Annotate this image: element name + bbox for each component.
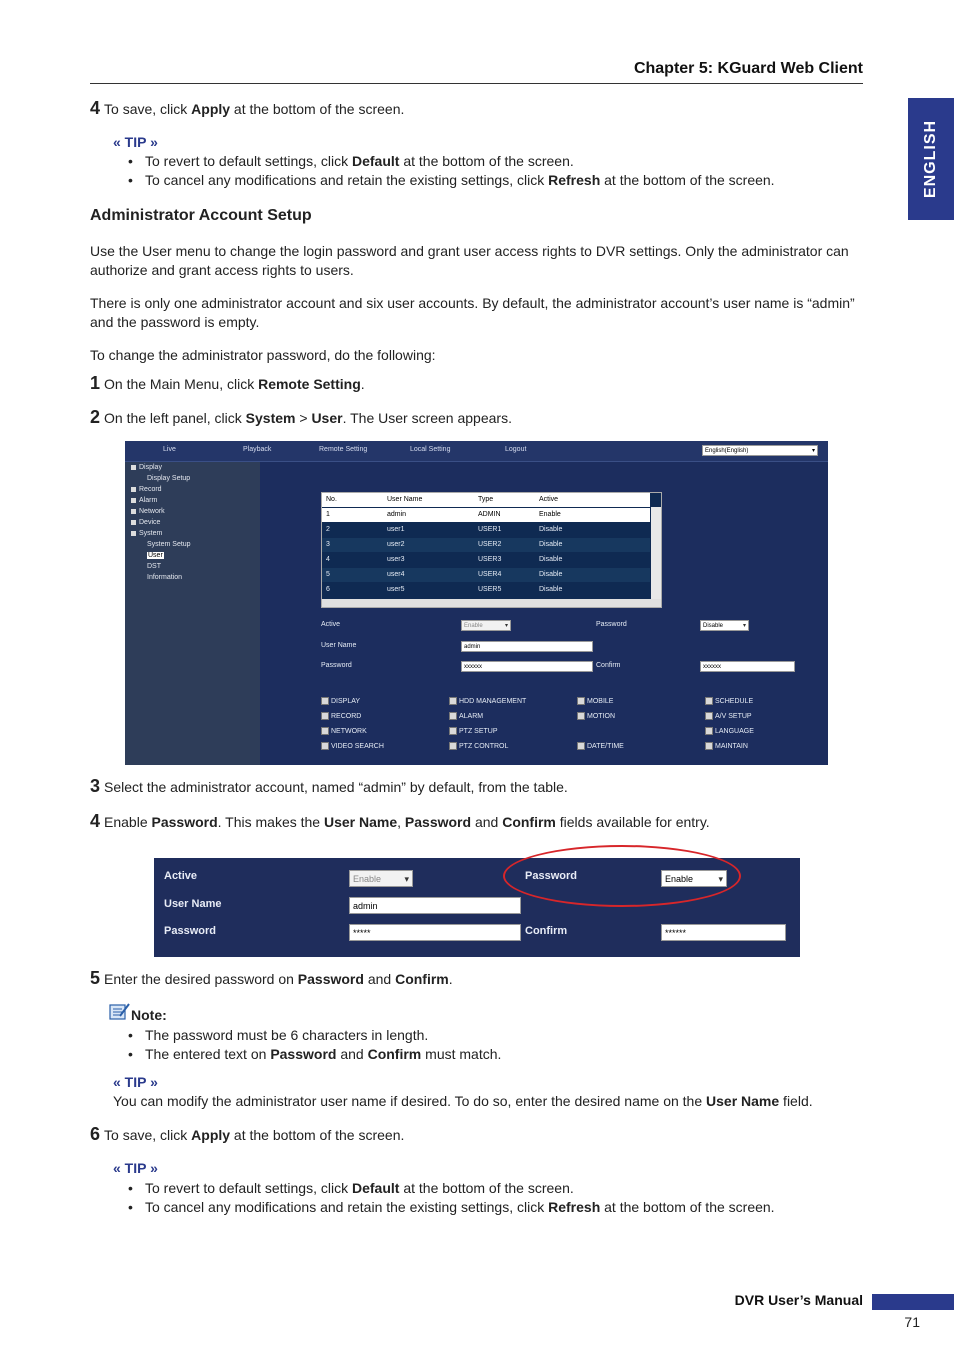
footer-bar	[872, 1294, 954, 1310]
active-label: Active	[164, 870, 198, 882]
checkbox-icon	[449, 712, 457, 720]
checkbox-icon	[321, 712, 329, 720]
menu-local-setting[interactable]: Local Setting	[410, 446, 451, 453]
tip-bold: User Name	[706, 1093, 780, 1109]
tree-information[interactable]	[147, 574, 182, 581]
tree-system[interactable]	[131, 530, 162, 537]
step-text: On the Main Menu, click	[104, 376, 259, 392]
active-label: Active	[321, 621, 341, 628]
step-bold: User Name	[323, 814, 398, 830]
menu-remote-setting[interactable]: Remote Setting	[319, 446, 368, 453]
bullet-text: and	[336, 1046, 368, 1062]
confirm-label: Confirm	[525, 925, 568, 937]
step-number: 1	[90, 373, 101, 393]
step-bold: User	[311, 410, 343, 426]
checkbox-icon	[321, 727, 329, 735]
tip-bullet-default	[128, 1180, 574, 1196]
highlight-circle	[503, 845, 741, 907]
step-text: Enter the desired password on	[104, 971, 298, 987]
checkbox-icon	[449, 742, 457, 750]
step-text: and	[471, 814, 503, 830]
vertical-scrollbar[interactable]	[651, 507, 661, 599]
checkbox-icon	[705, 727, 713, 735]
cell: USER5	[478, 586, 502, 593]
step-4-save	[90, 98, 404, 119]
expand-icon	[131, 520, 136, 525]
expand-icon	[131, 531, 136, 536]
perm-language[interactable]	[705, 727, 754, 735]
perm-label: NETWORK	[331, 727, 367, 735]
step-number: 3	[90, 776, 101, 796]
active-select[interactable]	[349, 870, 413, 887]
checkbox-icon	[321, 742, 329, 750]
tree-display-setup[interactable]	[147, 475, 190, 482]
settings-tree-panel	[125, 462, 260, 765]
chapter-header: Chapter 5: KGuard Web Client	[633, 60, 863, 77]
perm-alarm[interactable]	[449, 712, 483, 720]
step-bold: Password	[404, 814, 472, 830]
menu-playback[interactable]: Playback	[243, 446, 272, 453]
tree-system-setup[interactable]	[147, 541, 191, 548]
bullet-text: To revert to default settings, click	[145, 1180, 352, 1196]
manual-title: DVR User’s Manual	[734, 1292, 863, 1308]
cell: ADMIN	[478, 511, 501, 518]
step-text: .	[448, 971, 453, 987]
step-text: at the bottom of the screen.	[230, 101, 405, 117]
password-label: Password	[321, 662, 352, 669]
expand-icon	[131, 509, 136, 514]
bullet-text: The password must be 6 characters in length.	[145, 1027, 429, 1043]
step-text: On the left panel, click	[104, 410, 246, 426]
bullet-text: at the bottom of the screen.	[399, 153, 574, 169]
step-text: . The User screen appears.	[342, 410, 512, 426]
tree-label: Information	[147, 574, 183, 581]
cell: 1	[326, 511, 330, 518]
confirm-input[interactable]: xxxxxx	[700, 661, 795, 672]
select-value: Disable	[703, 623, 724, 629]
cell: user5	[387, 586, 405, 593]
cell: Disable	[539, 541, 563, 548]
perm-maintain[interactable]	[705, 742, 748, 750]
password-enable-select[interactable]	[700, 620, 749, 631]
bullet-text: at the bottom of the screen.	[600, 172, 775, 188]
step-bold: Confirm	[502, 814, 556, 830]
step-1	[90, 373, 365, 394]
step-number: 4	[90, 98, 101, 118]
step-number: 6	[90, 1124, 101, 1144]
perm-label: DATE/TIME	[587, 742, 624, 750]
step-number: 4	[90, 811, 101, 831]
step-text: >	[295, 410, 312, 426]
checkbox-icon	[449, 697, 457, 705]
select-value: Enable	[665, 874, 694, 884]
tip-user-name-text	[113, 1093, 813, 1109]
user-name-label: User Name	[164, 898, 222, 910]
step-text: To save, click	[104, 101, 192, 117]
table-header	[322, 493, 650, 507]
cell: user3	[387, 556, 405, 563]
cell: 3	[326, 541, 330, 548]
cell: USER1	[478, 526, 502, 533]
step-bold: System	[245, 410, 296, 426]
perm-label: MOBILE	[587, 697, 614, 705]
perm-hdd-management[interactable]	[449, 697, 526, 705]
cell: admin	[387, 511, 407, 518]
step-text: at the bottom of the screen.	[230, 1127, 405, 1143]
step-text: fields available for entry.	[555, 814, 710, 830]
step-6	[90, 1124, 404, 1145]
perm-label: LANGUAGE	[715, 727, 754, 735]
perm-label: PTZ CONTROL	[459, 742, 509, 750]
tip-label: « TIP »	[113, 1160, 158, 1176]
bullet-text: must match.	[421, 1046, 502, 1062]
step-text: Enable	[104, 814, 152, 830]
perm-av-setup[interactable]	[705, 712, 752, 720]
column-header: No.	[326, 496, 337, 503]
bullet-bold: Confirm	[367, 1046, 422, 1062]
step-2	[90, 407, 512, 428]
bullet-bold: Default	[351, 153, 400, 169]
confirm-label: Confirm	[596, 662, 621, 669]
tip-text: You can modify the administrator user name if desired. To do so, enter the desired name on the	[113, 1093, 707, 1109]
tree-label: DST	[147, 563, 161, 570]
password-input[interactable]: *****	[349, 924, 521, 941]
tree-label: Network	[139, 508, 165, 515]
checkbox-icon	[705, 742, 713, 750]
note-pad-icon	[108, 1002, 130, 1020]
active-select[interactable]	[461, 620, 511, 631]
password-label: Password	[164, 925, 216, 937]
perm-label: DISPLAY	[331, 697, 361, 705]
perm-motion[interactable]	[577, 712, 615, 720]
step-3	[90, 776, 568, 797]
bullet-text: To revert to default settings, click	[145, 153, 352, 169]
perm-label: RECORD	[331, 712, 362, 720]
select-value: Enable	[353, 874, 382, 884]
tip-label: « TIP »	[113, 134, 158, 150]
perm-ptz-control[interactable]	[449, 742, 508, 750]
checkbox-icon	[577, 697, 585, 705]
table-row[interactable]	[322, 568, 650, 582]
table-row[interactable]	[322, 508, 650, 522]
perm-network[interactable]	[321, 727, 367, 735]
cell: Enable	[539, 511, 561, 518]
top-menu-bar	[125, 441, 828, 462]
perm-label: MAINTAIN	[715, 742, 748, 750]
cell: 4	[326, 556, 330, 563]
step-bold: Remote Setting	[258, 376, 361, 392]
expand-icon	[131, 465, 136, 470]
bullet-text: at the bottom of the screen.	[600, 1199, 775, 1215]
language-value: English(English)	[705, 448, 749, 454]
perm-display[interactable]	[321, 697, 360, 705]
bullet-text: The entered text on	[145, 1046, 271, 1062]
tree-alarm[interactable]	[131, 497, 157, 504]
cell: user4	[387, 571, 405, 578]
password-input[interactable]: xxxxxx	[461, 661, 593, 672]
language-side-tab	[908, 98, 954, 220]
paragraph-accounts: There is only one administrator account and six user accounts. By default, the administrator account’s user name is “admin” and the password is empty.	[90, 295, 855, 330]
tree-label: Record	[139, 486, 162, 493]
menu-live[interactable]: Live	[163, 446, 176, 453]
note-bullet-length	[128, 1027, 428, 1043]
checkbox-icon	[449, 727, 457, 735]
cell: 5	[326, 571, 330, 578]
bullet-text: at the bottom of the screen.	[399, 1180, 574, 1196]
chevron-down-icon: ▾	[742, 623, 746, 629]
tree-label: Device	[139, 519, 161, 526]
perm-date-time[interactable]	[577, 742, 624, 750]
expand-icon	[131, 487, 136, 492]
paragraph-instructions: To change the administrator password, do the following:	[90, 347, 436, 363]
header-rule	[90, 83, 863, 84]
tip-bullet-refresh	[128, 172, 775, 188]
tree-label: Display	[139, 464, 162, 471]
cell: USER3	[478, 556, 502, 563]
cell: Disable	[539, 571, 563, 578]
bullet-bold: Refresh	[548, 1199, 601, 1215]
step-text: To save, click	[104, 1127, 192, 1143]
step-bold: Apply	[191, 101, 231, 117]
tree-label: Alarm	[139, 497, 158, 504]
user-table	[321, 492, 662, 608]
tree-display[interactable]	[131, 464, 162, 471]
user-screen-screenshot	[125, 441, 828, 765]
user-name-label: User Name	[321, 642, 357, 649]
perm-label: A/V SETUP	[715, 712, 752, 720]
step-text: .	[360, 376, 365, 392]
horizontal-scrollbar[interactable]	[322, 599, 661, 607]
cell: 2	[326, 526, 330, 533]
menu-logout[interactable]: Logout	[505, 446, 527, 453]
confirm-input[interactable]: ******	[661, 924, 786, 941]
chevron-down-icon: ▾	[504, 623, 508, 629]
language-select[interactable]	[702, 445, 818, 456]
checkbox-icon	[321, 697, 329, 705]
tree-user[interactable]	[147, 552, 164, 559]
table-row[interactable]	[322, 538, 650, 552]
step-text: . This makes the	[217, 814, 324, 830]
tip-bullet-default	[128, 153, 574, 169]
chevron-down-icon: ▾	[811, 448, 815, 454]
cell: user1	[387, 526, 405, 533]
tree-record[interactable]	[131, 486, 162, 493]
cell: USER4	[478, 571, 502, 578]
paragraph-user-menu: Use the User menu to change the login password and grant user access rights to DVR settings. Only the administrator can authorize and grant access rights to users.	[90, 243, 849, 278]
password-enable-label: Password	[596, 621, 627, 628]
tip-text: field.	[779, 1093, 813, 1109]
cell: Disable	[539, 526, 563, 533]
step-4-enable	[90, 811, 710, 832]
bullet-bold: Password	[270, 1046, 337, 1062]
perm-label: PTZ SETUP	[459, 727, 498, 735]
tree-network[interactable]	[131, 508, 165, 515]
checkbox-icon	[577, 742, 585, 750]
perm-label: VIDEO SEARCH	[331, 742, 384, 750]
step-bold: Confirm	[395, 971, 449, 987]
cell: 6	[326, 586, 330, 593]
password-enable-label: Password	[525, 870, 577, 882]
column-header: Type	[478, 496, 494, 503]
column-header: User Name	[387, 496, 423, 503]
table-row[interactable]	[322, 583, 650, 597]
step-number: 2	[90, 407, 101, 427]
step-bold: Apply	[191, 1127, 231, 1143]
section-title: Administrator Account Setup	[90, 207, 312, 224]
bullet-text: To cancel any modifications and retain the existing settings, click	[145, 172, 549, 188]
user-name-input[interactable]: admin	[349, 897, 521, 914]
tree-dst[interactable]	[147, 563, 161, 570]
cell: Disable	[539, 556, 563, 563]
perm-label: ALARM	[459, 712, 484, 720]
perm-label: HDD MANAGEMENT	[459, 697, 527, 705]
step-text: ,	[397, 814, 405, 830]
perm-label: MOTION	[587, 712, 615, 720]
perm-schedule[interactable]	[705, 697, 753, 705]
perm-label: SCHEDULE	[715, 697, 754, 705]
bullet-text: To cancel any modifications and retain the existing settings, click	[145, 1199, 549, 1215]
column-header: Active	[539, 496, 559, 503]
table-row[interactable]	[322, 523, 650, 537]
chevron-down-icon: ▾	[404, 874, 409, 884]
side-tab-label: ENGLISH	[922, 119, 939, 199]
perm-record[interactable]	[321, 712, 361, 720]
tree-label: System Setup	[147, 541, 191, 548]
step-bold: Password	[151, 814, 218, 830]
step-bold: Password	[297, 971, 364, 987]
tree-label: Display Setup	[147, 475, 191, 482]
perm-video-search[interactable]	[321, 742, 384, 750]
bullet-bold: Refresh	[548, 172, 601, 188]
perm-mobile[interactable]	[577, 697, 613, 705]
tree-label: System	[139, 530, 163, 537]
cell: user2	[387, 541, 405, 548]
chevron-down-icon: ▾	[718, 874, 723, 884]
step-text: Select the administrator account, named “admin” by default, from the table.	[104, 779, 568, 795]
cell: USER2	[478, 541, 502, 548]
user-name-input[interactable]: admin	[461, 641, 593, 652]
note-label: Note:	[131, 1007, 167, 1023]
step-number: 5	[90, 968, 101, 988]
checkbox-icon	[705, 712, 713, 720]
step-5	[90, 968, 453, 989]
page-number: 71	[904, 1314, 920, 1330]
step-text: and	[363, 971, 396, 987]
tree-device[interactable]	[131, 519, 160, 526]
tip-label: « TIP »	[113, 1074, 158, 1090]
perm-ptz-setup[interactable]	[449, 727, 498, 735]
bullet-bold: Default	[351, 1180, 400, 1196]
tree-label: User	[148, 552, 163, 559]
tip-bullet-refresh	[128, 1199, 775, 1215]
cell: Disable	[539, 586, 563, 593]
table-row[interactable]	[322, 553, 650, 567]
checkbox-icon	[577, 712, 585, 720]
expand-icon	[131, 498, 136, 503]
select-value: Enable	[464, 623, 483, 629]
checkbox-icon	[705, 697, 713, 705]
note-bullet-match	[128, 1046, 501, 1062]
